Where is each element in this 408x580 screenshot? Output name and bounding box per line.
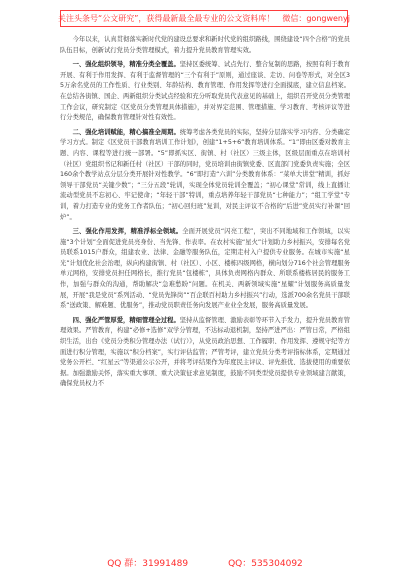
section-heading-4: 四、强化严管厚爱，精细管理全过程。 <box>72 316 180 324</box>
paragraph-text: 全面开展党员“闪亮工程”，突出不同地域和工作领域，以实施“3个计划”全面促进党员亮身份、当先锋、作表率。在农村实施“星火”计划助力乡村振兴，安排每名党员联系1015户群众，组建农业、法律、金融等服务队伍，定期走村入户提供专业服务。在城市实施“星光”计划优化社会治理，纵向构建街镇、村（社区）、小区、楼栋四级网格，横向划分716个社会管理服务单元网格，安排党员担任网格长，推行党员“包楼栋”，具体负责网格内群众、所联系楼栋居民的服务工作，加强与群众的沟通，帮助解决“急难愁盼”问题。在机关、两新领域实施“星耀”计划服务高质量发展，开展“我是党员”系列活动、“党员先锋岗”“百企联百村助力乡村振兴”行动，选派700余名党员干部联系“送政策、解难题、优服务”，推动党员职责任务向发展产业业全发展，服务高质量发展。 <box>60 228 351 310</box>
paragraph-section-4 <box>60 316 350 390</box>
section-heading-1: 一、强化组织领导，精准分类全覆盖。 <box>72 61 180 69</box>
paragraph-text: 今年以来，认真贯彻落实新时代党的建设总要求和新时代党的组织路线，围绕建设“四个合格”的党员队伍目标，创新试行党员分类管理模式，着力提升党员教育管理实效。 <box>60 36 350 54</box>
qq-group-label: QQ 群：31991489 <box>107 559 189 569</box>
section-heading-2: 二、强化培训赋能，精心搞准全周期。 <box>72 128 180 136</box>
paragraph-section-1 <box>60 60 350 124</box>
paragraph-section-2 <box>60 128 350 223</box>
promo-banner <box>60 10 348 27</box>
section-heading-3: 三、强化作用发挥，精准浮标全领域。 <box>72 228 183 236</box>
paragraph-text: 坚持区委统筹、试点先行、整合复制的思路，按照有利于教育开展、有利于作用发挥、有利于监督管理的“三个有利于”原则，通过座谈、走访、问卷等形式，对全区35万余名党员的工作性质、行业类别、年龄结构、教育管理、作用发挥等进行全面摸底，建立信息档案。在总结各街镇、国企、两新组织分类试点经验和充分听取党员代表意见的基础上，组织召开党员分类管理工作会议，研究制定《区党员分类管理具体措施》，并对界定范围、管理措施、学习教育、考核评议等进行分类规范，确保教育管理针对性有效性。 <box>60 61 351 122</box>
wechat-id: 微信：gongwenyj <box>282 14 350 23</box>
paragraph-intro <box>60 35 350 56</box>
paragraph-text: 坚持从监督管理、激励表彰等环节入手发力，提升党员教育管理效果。严管教育，构建“必修+选修”双学分管理，不达标动退机制，坚持严进严出：严管日常，严格组织生活，出台《党员分类积分管理办法（试行）》，从党员政治思想、工作履职、作用发挥、遵规守纪等方面进行积分管理，实施以“积分档案”，实行评估监管；严管考评，建立党员分类考评指标体系，定期通过党务公开栏、“红星云”等渠道公示公开，并将考评结果作为年度民主评议、评先推优、选拔使用的重要依据。加强激励关怀，落实重大事项、重大决策征求意见制度，鼓励不同类型党员提供专业领域建言献策，确保党员权力不 <box>60 316 351 388</box>
contact-footer <box>60 556 350 572</box>
qq-contact-label: QQ：535304092 <box>228 559 303 569</box>
paragraph-text: 统筹考虑各类党员的实际，坚持分层落实学习内容、分类确定学习方式。制定《区党员干部教育培训工作计划》，创建“1+5+6”教育培训体系。“1”即由区委对教育主题、内容、课程等进行统一部署。“5”即抓实区、街镇、村（社区）三级主体，区级层面重点在培训村（社区）党组织书记和新任村（社区）干部的同时，党员培训由街镇党委、区直部门党委负责实施；全区160余个教学站点分层分类开展针对性教学。“6”即打造“六训”分类教育体系：“菜单大讲堂”精训，抓好领导干部党员“关键少数”；“三分五段”轮训，实现全体党员轮训全覆盖；“初心课堂”常训，线上直播让流动型党员不忘初心、牢记使命；“年轻干部”特训，重点培养年轻干部党员“七种能力”；“组工学堂”专训，着力打造专业的党务工作者队伍；“初心回归班”复训，对民主评议不合格的“后进”党员实行补课“回炉”。 <box>60 128 351 221</box>
paragraph-section-3 <box>60 227 350 312</box>
promo-banner-text: 关注头条号“公文研究”，获得最新最全最专业的公文资料库！ <box>58 14 275 23</box>
document-body <box>60 35 350 394</box>
